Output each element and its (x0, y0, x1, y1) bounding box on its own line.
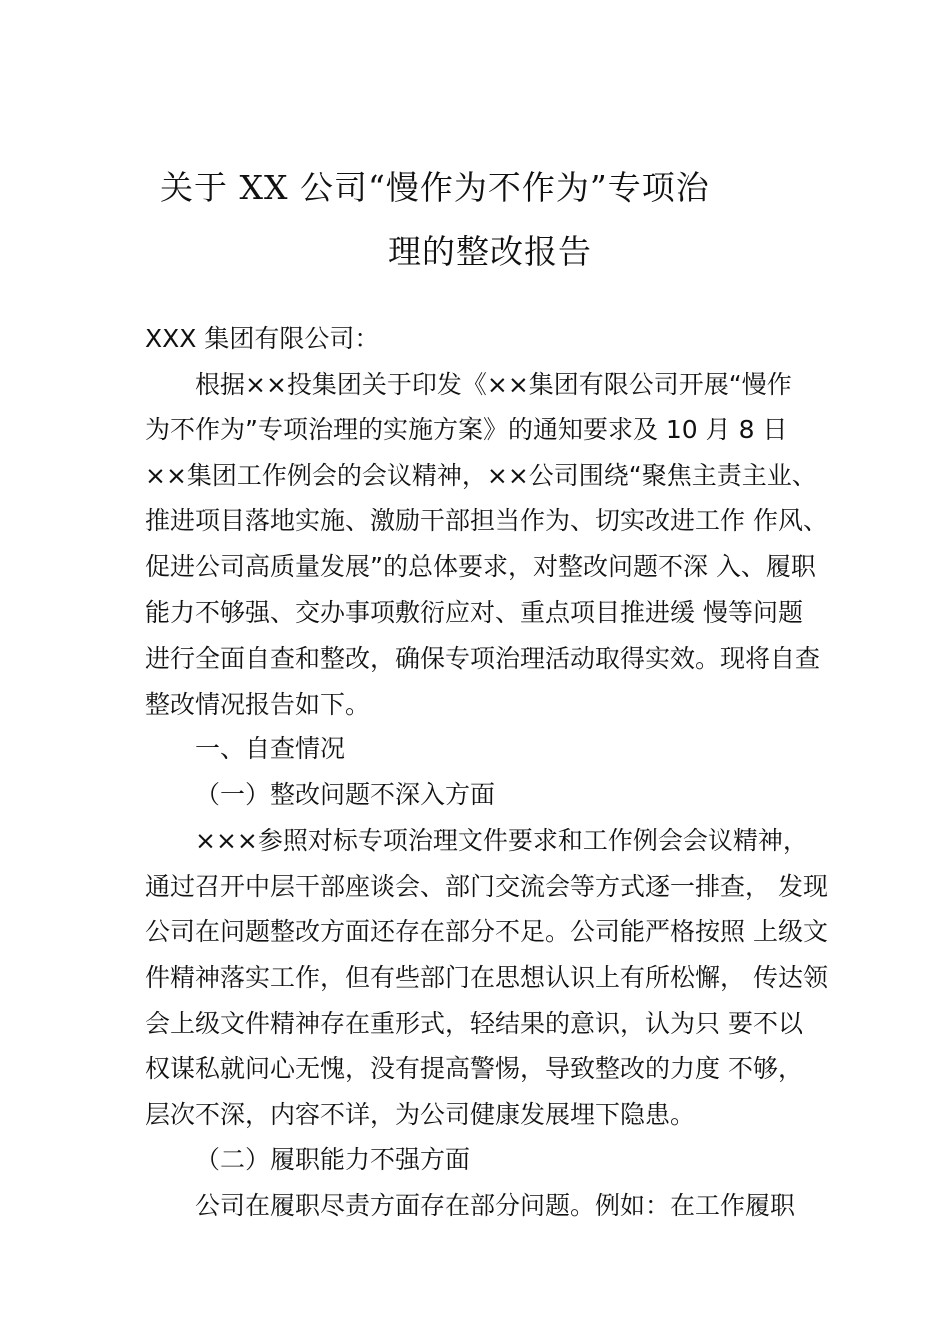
body-line: 权谋私就问心无愧，没有提高警惕，导致整改的力度 不够， (145, 1054, 803, 1083)
body-line: 会上级文件精神存在重形式，轻结果的意识，认为只 要不以 (145, 1009, 803, 1038)
body-line: ××集团工作例会的会议精神，××公司围绕“聚焦主责主业、 (145, 461, 817, 490)
subsection-heading: （一）整改问题不深入方面 (195, 780, 496, 809)
body-line: ×××参照对标专项治理文件要求和工作例会会议精神， (195, 826, 808, 855)
body-line: 为不作为”专项治理的实施方案》的通知要求及 10 月 8 日 (145, 415, 788, 444)
body-line: 层次不深，内容不详，为公司健康发展埋下隐患。 (145, 1100, 696, 1129)
body-line: 公司在问题整改方面还存在部分不足。公司能严格按照 上级文 (145, 917, 828, 946)
document-title-line-1: 关于 XX 公司“慢作为不作为”专项治 (160, 168, 710, 207)
body-line: 整改情况报告如下。 (145, 690, 371, 719)
body-line: 公司在履职尽责方面存在部分问题。例如：在工作履职 (195, 1191, 796, 1220)
body-line: 通过召开中层干部座谈会、部门交流会等方式逐一排查， 发现 (145, 872, 828, 901)
section-heading: 一、自查情况 (195, 734, 346, 763)
body-line: 根据××投集团关于印发《××集团有限公司开展“慢作 (195, 370, 792, 399)
body-line: 进行全面自查和整改，确保专项治理活动取得实效。现将自查 (145, 644, 821, 673)
body-line: 件精神落实工作，但有些部门在思想认识上有所松懈， 传达领 (145, 963, 828, 992)
document-title-line-2: 理的整改报告 (388, 232, 592, 271)
body-line: 能力不够强、交办事项敷衍应对、重点项目推进缓 慢等问题 (145, 598, 803, 627)
subsection-heading: （二）履职能力不强方面 (195, 1145, 471, 1174)
body-line: 推进项目落地实施、激励干部担当作为、切实改进工作 作风、 (145, 506, 828, 535)
body-line: 促进公司高质量发展”的总体要求，对整改问题不深 入、履职 (145, 552, 816, 581)
salutation: XXX 集团有限公司： (145, 324, 380, 353)
